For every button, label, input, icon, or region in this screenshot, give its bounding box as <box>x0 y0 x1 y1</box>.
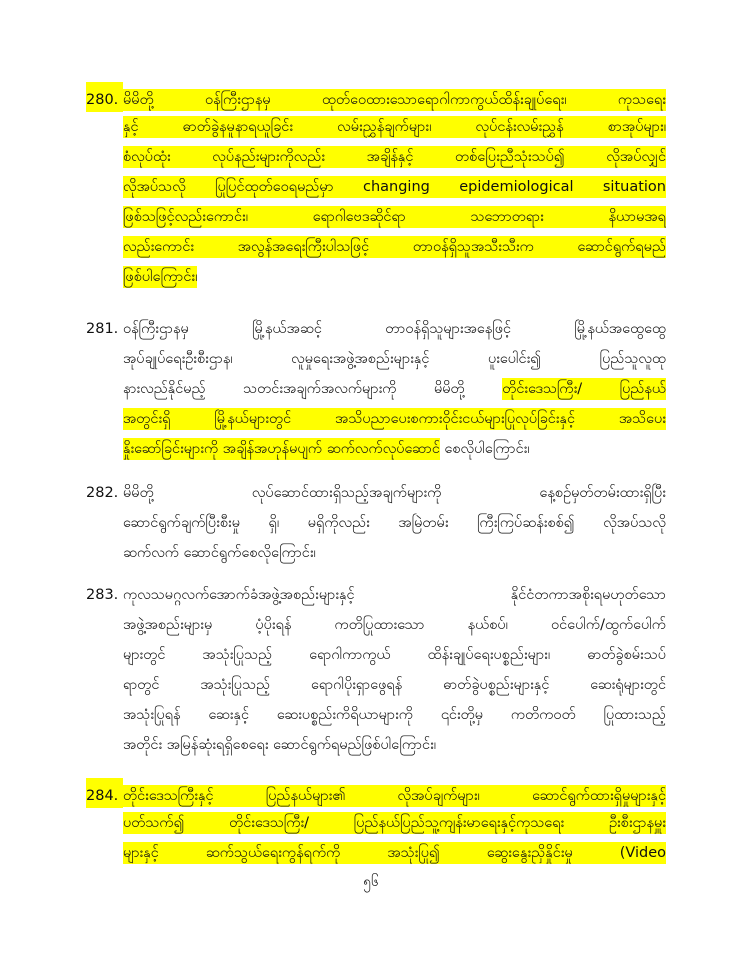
paragraph-line <box>86 262 666 292</box>
body-text: ဆောင်ရွက်ချက်ပြီးစီးမှု ရှိ၊ မရှိကိုလည်း အမြဲတမ်း ကြီးကြပ်ဆန်းစစ်၍ လိုအပ်သလို <box>123 515 666 531</box>
body-text: ကုလသမဂ္ဂလက်အောက်ခံအဖွဲ့အစည်းများနှင့် နိုင်ငံတကာအစိုးရမဟုတ်သော <box>123 587 666 603</box>
body-text: အဖွဲ့အစည်းများမှ ပံ့ပိုးရန် ကတိပြုထားသော နယ်စပ်၊ ဝင်ပေါက်/ထွက်ပေါက် <box>123 617 666 633</box>
highlighted-text: လိုအပ်သလို ပြုပြင်ထုတ်ဝေရမည်မှာ changing epidemiological situation <box>123 176 666 198</box>
body-text: ဝန်ကြီးဌာနမှ မြို့နယ်အဆင့် တာဝန်ရှိသူများအနေဖြင့် မြို့နယ်အထွေထွေ <box>123 321 666 337</box>
paragraph-line <box>86 610 666 640</box>
highlighted-text: မိမိတို့ ဝန်ကြီးဌာနမှ ထုတ်ဝေထားသောရောဂါကာကွယ်ထိန်းချုပ်ရေး၊ ကုသရေး <box>123 89 666 111</box>
paragraph-282 <box>86 478 666 568</box>
paragraph-line <box>86 808 666 838</box>
highlighted-text: တိုင်းဒေသကြီးနှင့် ပြည်နယ်များ၏ လိုအပ်ချက်များ၊ ဆောင်ရွက်ထားရှိမှုများနှင့် <box>123 785 666 807</box>
paragraph-283 <box>86 580 666 760</box>
paragraph-line <box>86 374 666 404</box>
paragraph-line <box>86 640 666 670</box>
highlighted-text: လည်းကောင်း အလွန်အရေးကြီးပါသဖြင့် တာဝန်ရှိသူအသီးသီးက ဆောင်ရွက်ရမည် <box>123 236 666 258</box>
paragraph-number: 283. <box>86 587 119 603</box>
highlighted-text: ပတ်သက်၍ တိုင်းဒေသကြီး/ ပြည်နယ်ပြည်သူ့ကျန်းမာရေးနှင့်ကုသရေး ဦးစီးဌာနမှူး <box>123 812 666 834</box>
body-text: အသုံးပြုရန် ဆေးနှင့် ဆေးပစ္စည်းကိရိယာများကို ၎င်းတို့မှ ကတိကဝတ် ပြုထားသည့် <box>123 707 666 723</box>
paragraph-line <box>86 580 666 610</box>
body-text: များတွင် အသုံးပြုသည့် ရောဂါကာကွယ် ထိန်းချုပ်ရေးပစ္စည်းများ၊ ဓာတ်ခွဲစမ်းသပ် <box>123 647 666 663</box>
page-number: ၅၆ <box>363 874 379 890</box>
paragraph-line <box>86 730 666 760</box>
paragraph-line <box>86 344 666 374</box>
paragraph-line <box>86 778 666 808</box>
paragraph-line <box>86 538 666 568</box>
paragraph-line <box>86 700 666 730</box>
highlighted-text: စံလုပ်ထုံး လုပ်နည်းများကိုလည်း အချိန်နှင့် တစ်ပြေးညီသုံးသပ်၍ လိုအပ်လျှင် <box>123 146 666 168</box>
highlighted-text: နှိုးဆော်ခြင်းများကို အချိန်အဟုန်မပျက် ဆက်လက်လုပ်ဆောင် <box>123 438 440 460</box>
body-text: နားလည်နိုင်မည့် သတင်းအချက်အလက်များကို မိမိတို့ <box>123 381 503 397</box>
highlighted-text: နှင့် ဓာတ်ခွဲနမူနာရယူခြင်း လမ်းညွှန်ချက်များ၊ လုပ်ငန်းလမ်းညွှန် စာအုပ်များ၊ <box>123 116 666 138</box>
paragraph-line <box>86 838 666 868</box>
paragraph-280 <box>86 82 666 292</box>
highlighted-text: များနှင့် ဆက်သွယ်ရေးကွန်ရက်ကို အသုံးပြု၍ ဆွေးနွေးညှိနှိုင်းမှု (Video <box>123 842 666 864</box>
paragraph-line <box>86 434 666 464</box>
paragraph-line <box>86 172 666 202</box>
paragraph-line <box>86 314 666 344</box>
paragraph-281 <box>86 314 666 464</box>
paragraph-line <box>86 112 666 142</box>
paragraph-number: 280. <box>86 82 123 112</box>
body-text: စေလိုပါကြောင်း၊ <box>439 441 530 457</box>
highlighted-text: ဖြစ်သဖြင့်လည်းကောင်း၊ ရောဂါဗေဒဆိုင်ရာ သဘောတရား နိယာမအရ <box>123 206 666 228</box>
paragraph-284 <box>86 778 666 868</box>
paragraph-line <box>86 202 666 232</box>
paragraph-line <box>86 142 666 172</box>
body-text: ရာတွင် အသုံးပြုသည့် ရောဂါပိုးရှာဖွေရန် ဓာတ်ခွဲပစ္စည်းများနှင့် ဆေးရုံများတွင် <box>123 677 666 693</box>
paragraph-number: 284. <box>86 778 123 808</box>
paragraph-number: 282. <box>86 485 119 501</box>
body-text: အတိုင်း အမြန်ဆုံးရရှိစေရေး ဆောင်ရွက်ရမည်ဖြစ်ပါကြောင်း၊ <box>123 737 437 753</box>
highlighted-text: အတွင်းရှိ မြို့နယ်များတွင် အသိပညာပေးစကားဝိုင်းငယ်များပြုလုပ်ခြင်းနှင့် အသိပေး <box>123 408 666 430</box>
paragraph-line <box>86 670 666 700</box>
highlighted-text: တိုင်းဒေသကြီး/ ပြည်နယ် <box>502 378 666 400</box>
highlighted-text: ဖြစ်ပါကြောင်း၊ <box>123 266 197 288</box>
body-text: ဆက်လက် ဆောင်ရွက်စေလိုကြောင်း၊ <box>123 545 316 561</box>
paragraph-number: 281. <box>86 321 119 337</box>
body-text: အုပ်ချုပ်ရေးဦးစီးဌာန၊ လူမှုရေးအဖွဲ့အစည်းများနှင့် ပူးပေါင်း၍ ပြည်သူလူထု <box>123 351 666 367</box>
paragraph-line <box>86 404 666 434</box>
paragraph-line <box>86 82 666 112</box>
paragraph-line <box>86 478 666 508</box>
paragraph-line <box>86 508 666 538</box>
body-text: မိမိတို့ လုပ်ဆောင်ထားရှိသည့်အချက်များကို နေ့စဉ်မှတ်တမ်းထားရှိပြီး <box>123 485 666 501</box>
paragraph-line <box>86 232 666 262</box>
